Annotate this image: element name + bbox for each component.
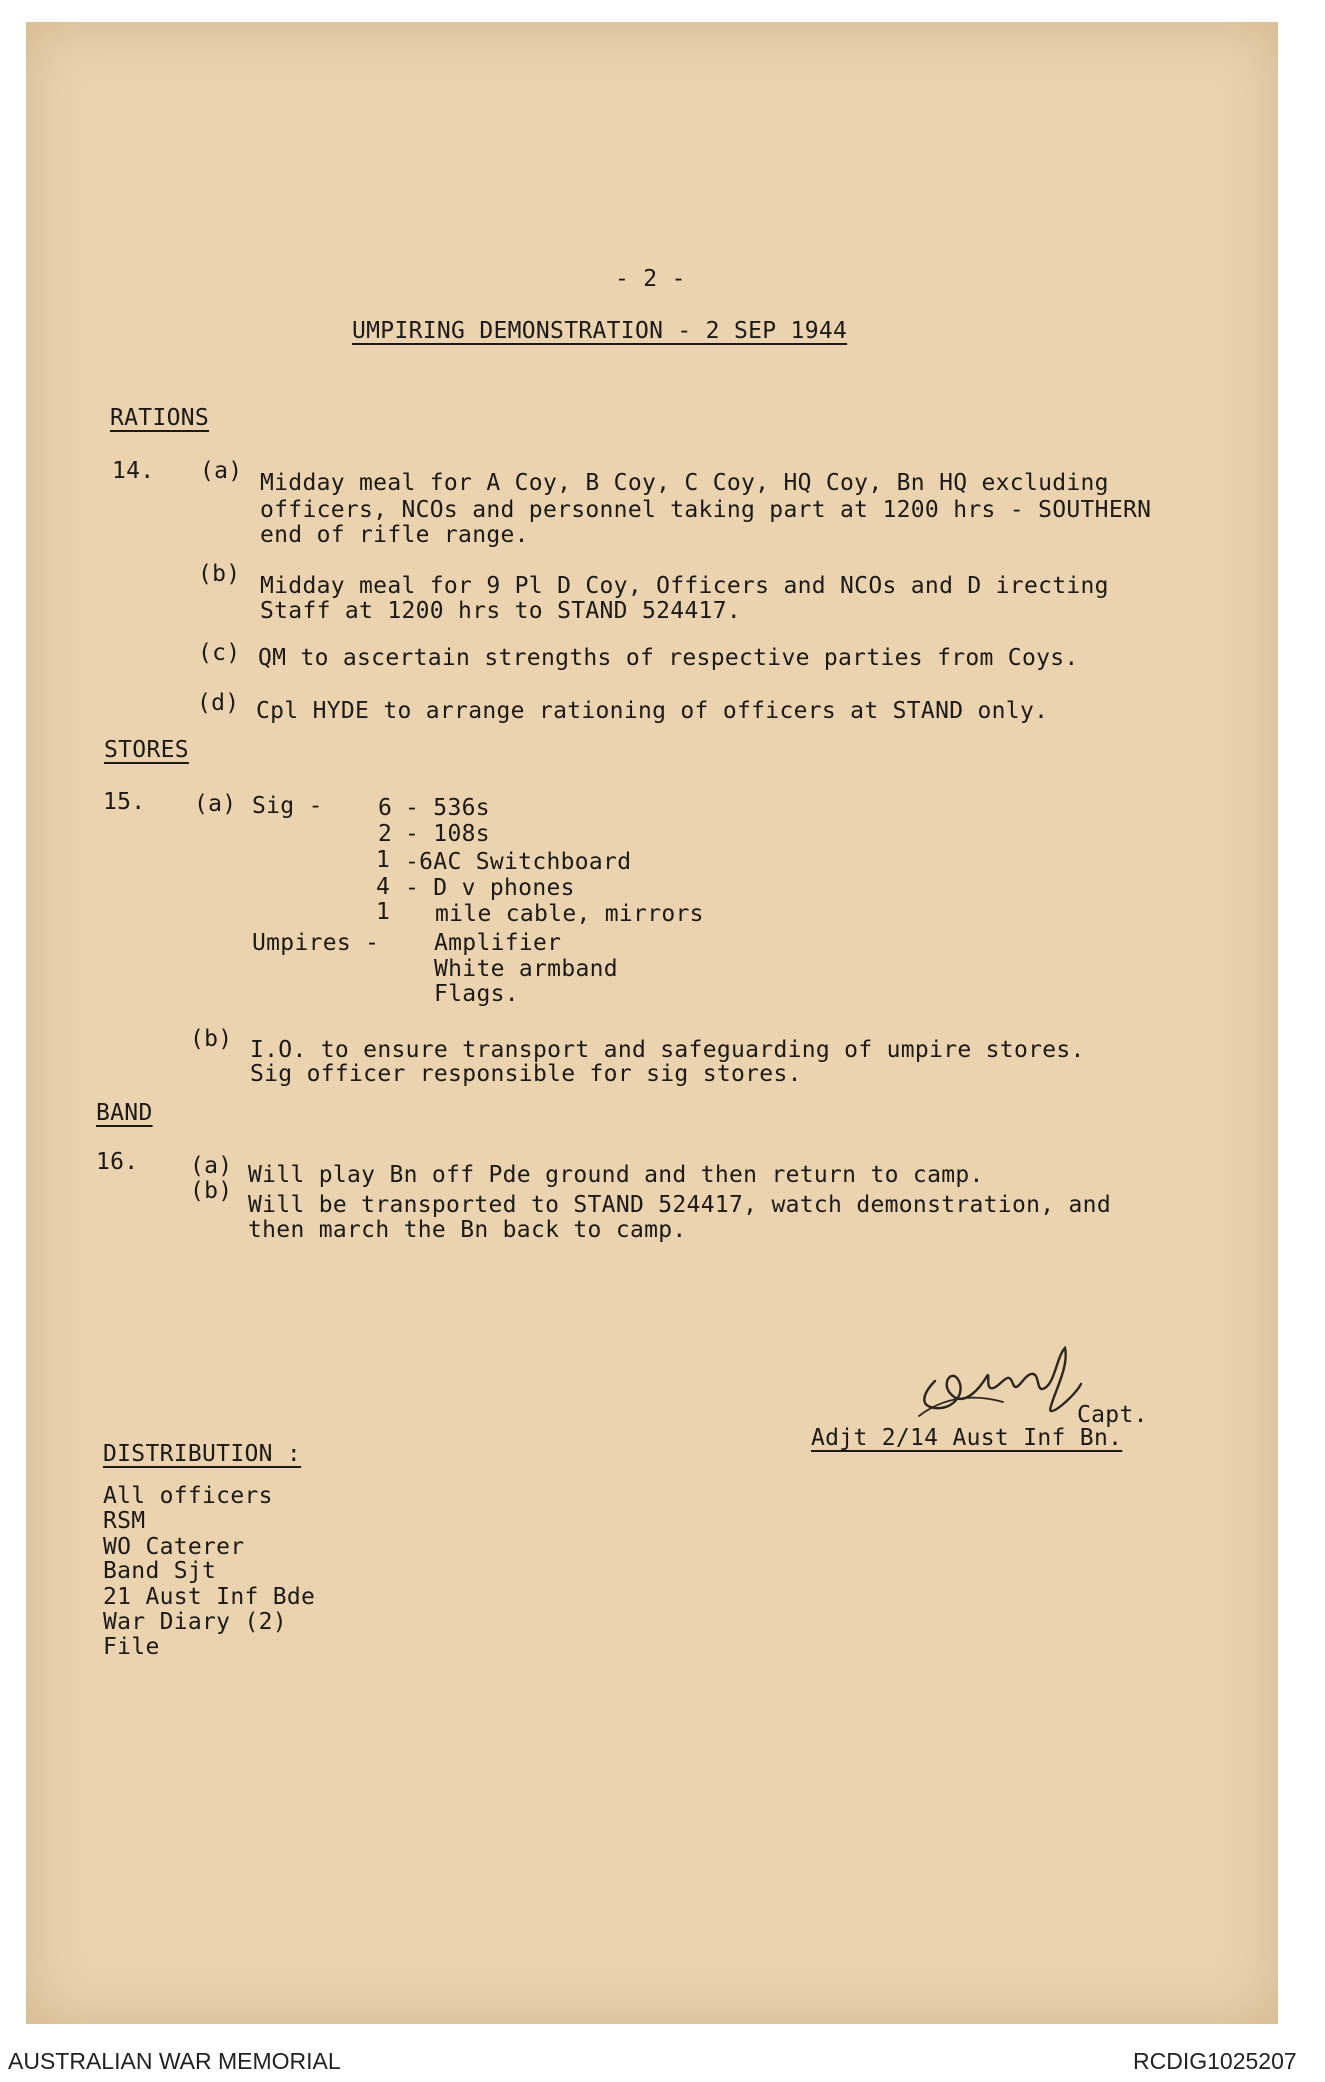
item-label: (a) — [200, 458, 243, 484]
item-line: end of rifle range. — [260, 522, 529, 548]
sig-item: -6AC Switchboard — [405, 849, 632, 875]
section-heading-band: BAND — [96, 1100, 153, 1126]
item-line: I.O. to ensure transport and safeguarding of umpire stores. — [250, 1037, 1085, 1063]
item-label: (b) — [190, 1026, 233, 1052]
item-line: Midday meal for A Coy, B Coy, C Coy, HQ Coy, Bn HQ excluding — [260, 470, 1109, 496]
item-line: officers, NCOs and personnel taking part at 1200 hrs - SOUTHERN — [260, 497, 1152, 523]
sig-qty: 1 — [376, 847, 391, 873]
distribution-item: RSM — [103, 1508, 146, 1534]
distribution-heading-text: DISTRIBUTION : — [103, 1441, 302, 1467]
umpire-item: White armband — [434, 956, 618, 982]
item-label: (b) — [198, 561, 241, 587]
item-line: Staff at 1200 hrs to STAND 524417. — [260, 598, 742, 624]
sig-qty: 6 — [378, 795, 393, 821]
item-label: (a) — [190, 1153, 233, 1179]
handwritten-signature — [905, 1336, 1105, 1426]
sig-qty: 2 — [378, 821, 393, 847]
sig-qty: 4 — [376, 874, 391, 900]
item-label: (b) — [190, 1178, 233, 1204]
sig-label: Sig - — [252, 793, 323, 819]
signature-appointment: Adjt 2/14 Aust Inf Bn. — [811, 1425, 1123, 1451]
distribution-item: All officers — [103, 1483, 273, 1509]
sig-item: - 108s — [405, 821, 490, 847]
item-line: Sig officer responsible for sig stores. — [250, 1061, 802, 1087]
footer-source: AUSTRALIAN WAR MEMORIAL — [8, 2048, 341, 2074]
distribution-item: WO Caterer — [103, 1534, 245, 1560]
section-heading-rations: RATIONS — [110, 405, 210, 431]
distribution-item: War Diary (2) — [103, 1609, 287, 1635]
item-label: (d) — [197, 690, 240, 716]
item-line: QM to ascertain strengths of respective parties from Coys. — [258, 645, 1079, 671]
sig-item: - D v phones — [405, 875, 575, 901]
page-number: - 2 - — [615, 266, 686, 292]
item-line: Midday meal for 9 Pl D Coy, Officers and NCOs and D irecting — [260, 573, 1109, 599]
section-heading-stores: STORES — [104, 737, 189, 763]
signature-rank: Capt. — [1077, 1402, 1148, 1428]
sig-item: mile cable, mirrors — [435, 901, 704, 927]
sig-item: - 536s — [405, 795, 490, 821]
item-line: then march the Bn back to camp. — [248, 1217, 687, 1243]
distribution-heading — [103, 1441, 301, 1467]
umpires-label: Umpires - — [252, 930, 380, 956]
umpire-item: Flags. — [434, 981, 519, 1007]
item-line: Cpl HYDE to arrange rationing of officers at STAND only. — [256, 698, 1049, 724]
item-line: Will be transported to STAND 524417, watch demonstration, and — [248, 1192, 1111, 1218]
distribution-item: Band Sjt — [103, 1558, 217, 1584]
umpire-item: Amplifier — [434, 930, 562, 956]
distribution-item: File — [103, 1634, 160, 1660]
paragraph-number: 15. — [103, 789, 146, 815]
item-label: (a) — [194, 791, 237, 817]
paragraph-number: 14. — [112, 458, 155, 484]
sig-qty: 1 — [376, 899, 391, 925]
document-title: UMPIRING DEMONSTRATION - 2 SEP 1944 — [352, 318, 848, 344]
item-line: Will play Bn off Pde ground and then return to camp. — [248, 1162, 984, 1188]
footer-record-id: RCDIG1025207 — [1133, 2048, 1297, 2074]
paragraph-number: 16. — [96, 1149, 139, 1175]
item-label: (c) — [198, 640, 241, 666]
distribution-item: 21 Aust Inf Bde — [103, 1584, 316, 1610]
